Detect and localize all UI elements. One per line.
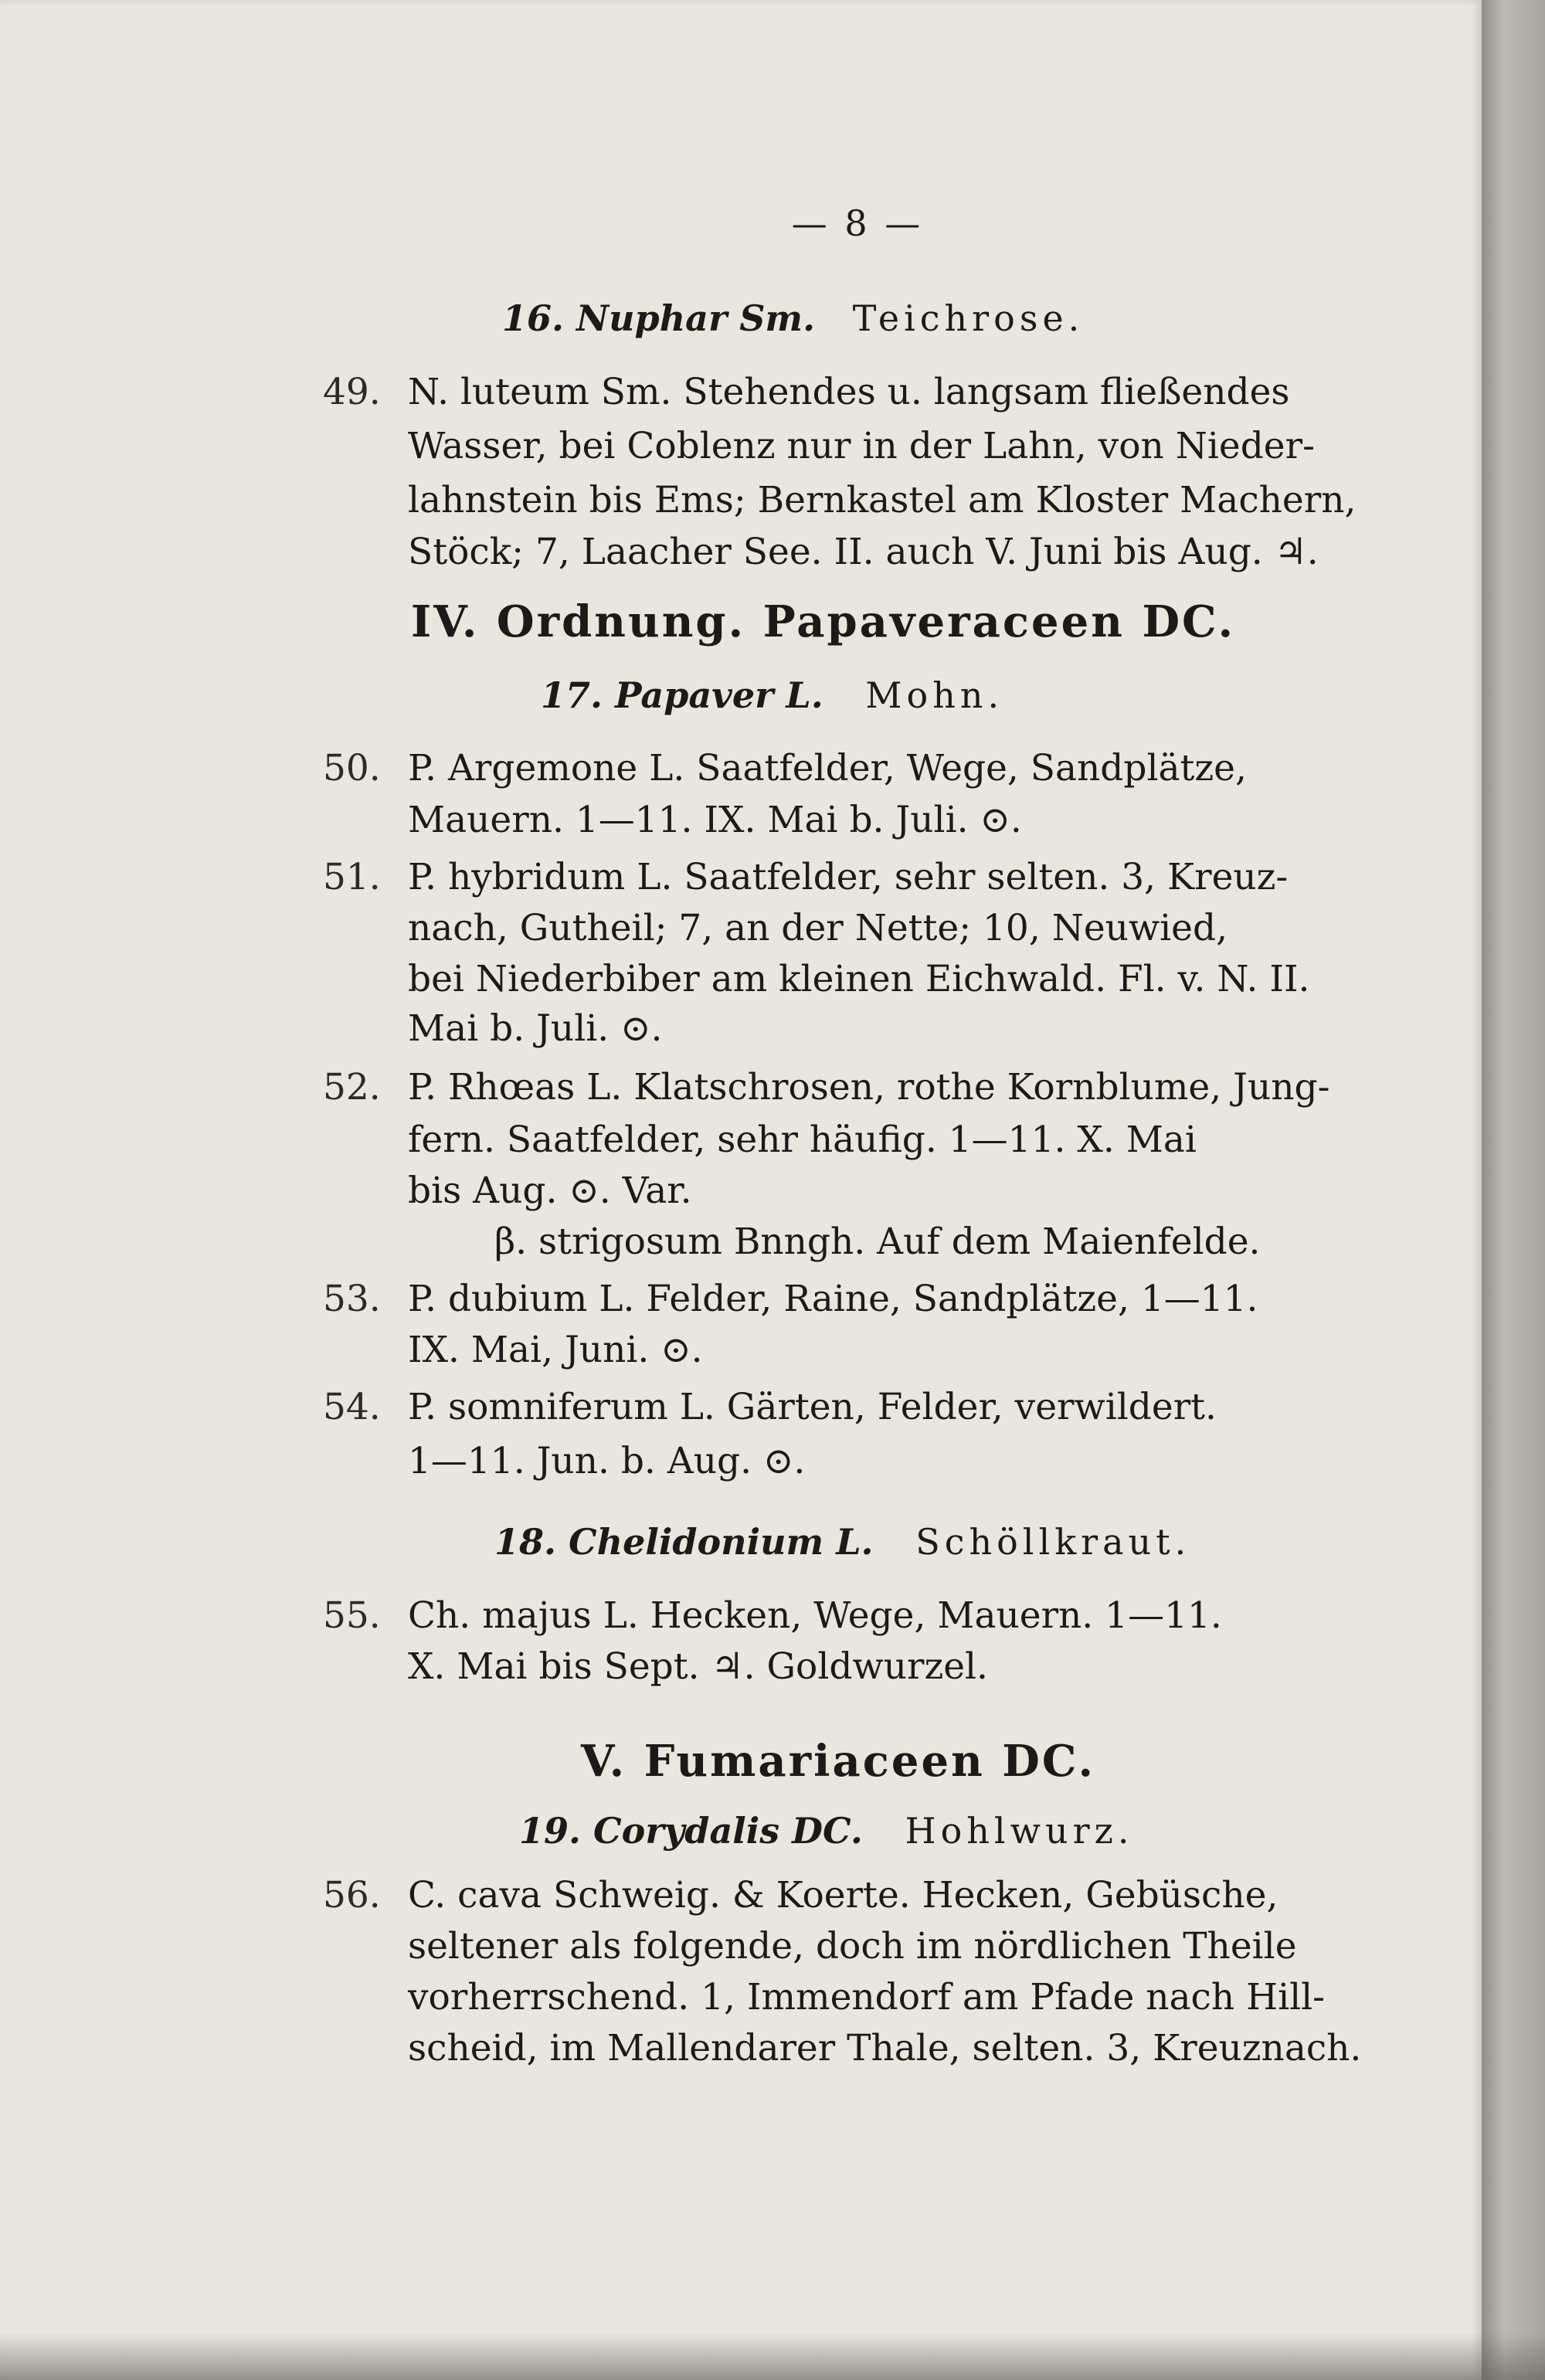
entry-56-line-3: vorherrschend. 1, Immendorf am Pfade nach Hill- <box>408 1976 1326 2018</box>
genus-heading-17 <box>541 672 1003 718</box>
entry-49-line-3: lahnstein bis Ems; Bernkastel am Kloster Machern, <box>408 479 1357 521</box>
entry-number: 51. <box>323 856 381 898</box>
genus-german-name: Teichrose. <box>852 297 1085 339</box>
entry-text: P. Argemone L. Saatfelder, Wege, Sandplätze, <box>408 747 1247 789</box>
genus-german-name: Schöllkraut. <box>915 1521 1191 1563</box>
genus-heading-19 <box>519 1808 1133 1854</box>
order-heading-V: V. Fumariaceen DC. <box>581 1736 1095 1787</box>
order-heading-IV: IV. Ordnung. Papaveraceen DC. <box>411 596 1236 647</box>
entry-49-line-1 <box>323 369 1290 416</box>
entry-54-line-2: 1—11. Jun. b. Aug. ⊙. <box>408 1440 806 1482</box>
entry-51-line-2: nach, Gutheil; 7, an der Nette; 10, Neuwied, <box>408 907 1228 949</box>
genus-label: 18. Chelidonium L. <box>494 1521 874 1563</box>
genus-label: 16. Nuphar Sm. <box>502 297 816 339</box>
entry-50-line-1 <box>323 745 1247 792</box>
entry-text: P. dubium L. Felder, Raine, Sandplätze, 1—11. <box>408 1278 1258 1320</box>
entry-number: 53. <box>323 1278 381 1320</box>
entry-55-line-2: X. Mai bis Sept. ♃. Goldwurzel. <box>408 1645 988 1688</box>
entry-number: 55. <box>323 1594 381 1637</box>
entry-52-variety: β. strigosum Bnngh. Auf dem Maienfelde. <box>494 1221 1261 1263</box>
entry-52-line-1 <box>323 1064 1329 1111</box>
entry-52-line-3: bis Aug. ⊙. Var. <box>408 1170 692 1212</box>
entry-56-line-2: seltener als folgende, doch im nördlichen Theile <box>408 1925 1297 1967</box>
entry-53-line-2: IX. Mai, Juni. ⊙. <box>408 1329 703 1371</box>
page-edge <box>1482 0 1545 2380</box>
entry-53-line-1 <box>323 1276 1258 1322</box>
entry-number: 49. <box>323 371 381 413</box>
entry-52-line-2: fern. Saatfelder, sehr häufig. 1—11. X. Mai <box>408 1119 1197 1161</box>
entry-55-line-1 <box>323 1593 1222 1639</box>
entry-number: 56. <box>323 1874 381 1917</box>
entry-56-line-4: scheid, im Mallendarer Thale, selten. 3, Kreuznach. <box>408 2027 1362 2069</box>
genus-label: 19. Corydalis DC. <box>519 1810 863 1852</box>
entry-56-line-1 <box>323 1872 1278 1919</box>
entry-number: 50. <box>323 747 381 789</box>
entry-51-line-4: Mai b. Juli. ⊙. <box>408 1007 663 1050</box>
entry-text: P. somniferum L. Gärten, Felder, verwildert. <box>408 1386 1217 1428</box>
page-number: — 8 — <box>791 202 924 244</box>
entry-text: P. Rhœas L. Klatschrosen, rothe Kornblume, Jung- <box>408 1066 1330 1109</box>
genus-german-name: Hohlwurz. <box>905 1810 1134 1852</box>
entry-54-line-1 <box>323 1384 1217 1431</box>
entry-text: Ch. majus L. Hecken, Wege, Mauern. 1—11. <box>408 1594 1222 1637</box>
entry-number: 54. <box>323 1386 381 1428</box>
entry-number: 52. <box>323 1066 381 1109</box>
entry-text: P. hybridum L. Saatfelder, sehr selten. 3, Kreuz- <box>408 856 1289 898</box>
entry-51-line-3: bei Niederbiber am kleinen Eichwald. Fl. v. N. II. <box>408 958 1310 1000</box>
genus-german-name: Mohn. <box>865 674 1004 716</box>
page-bottom-shadow <box>0 2333 1545 2380</box>
genus-heading-16 <box>502 295 1084 341</box>
entry-51-line-1 <box>323 854 1288 901</box>
entry-49-line-2: Wasser, bei Coblenz nur in der Lahn, von Nieder- <box>408 425 1315 467</box>
entry-50-line-2: Mauern. 1—11. IX. Mai b. Juli. ⊙. <box>408 799 1022 841</box>
entry-text: C. cava Schweig. & Koerte. Hecken, Gebüsche, <box>408 1874 1278 1917</box>
genus-label: 17. Papaver L. <box>541 674 823 716</box>
entry-text: N. luteum Sm. Stehendes u. langsam fließendes <box>408 371 1290 413</box>
genus-heading-18 <box>494 1519 1190 1565</box>
entry-49-line-4: Stöck; 7, Laacher See. II. auch V. Juni bis Aug. ♃. <box>408 531 1319 573</box>
